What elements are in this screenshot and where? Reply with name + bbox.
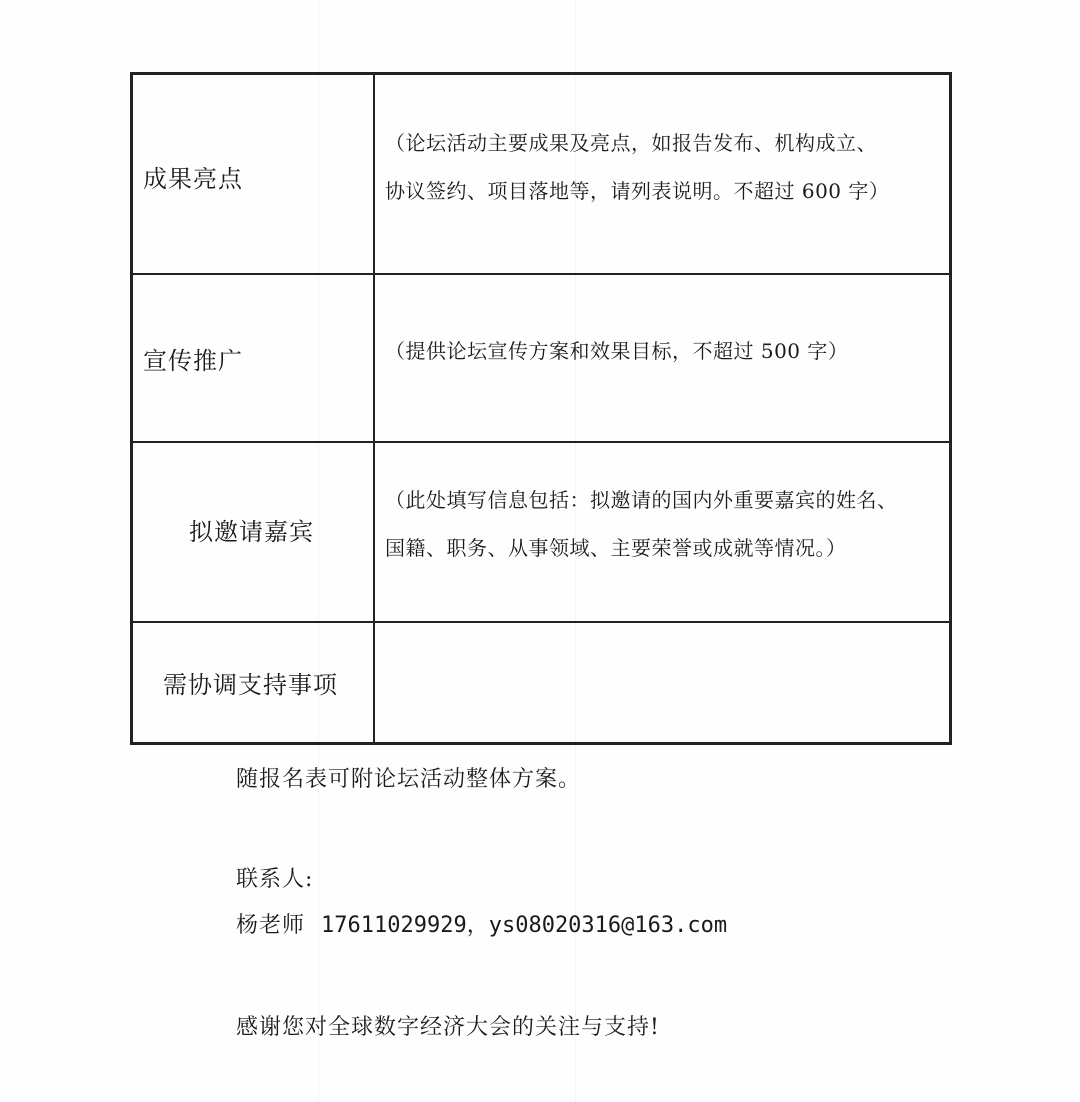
table-row-support [132,622,951,744]
table-row-highlights [132,74,951,274]
content-instruction-line: （论坛活动主要成果及亮点，如报告发布、机构成立、 [385,130,877,155]
application-form-table [130,72,952,745]
content-cell[interactable] [374,622,951,744]
label-cell [132,622,375,744]
contact-line [236,908,727,939]
label-cell [132,74,375,274]
content-instruction-line: 国籍、职务、从事领域、主要荣誉或成就等情况。） [385,535,847,560]
contact-details[interactable]: 17611029929，ys08020316@163.com [321,913,728,938]
thanks-note: 感谢您对全球数字经济大会的关注与支持! [236,1015,660,1040]
table-row-guests [132,442,951,622]
content-instruction-line: 协议签约、项目落地等，请列表说明。不超过 600 字） [385,178,890,203]
label-cell [132,442,375,622]
contact-label: 联系人: [236,867,314,892]
content-cell[interactable] [374,274,951,442]
attachment-note: 随报名表可附论坛活动整体方案。 [236,767,582,792]
label-cell [132,274,375,442]
content-cell[interactable] [374,442,951,622]
row-label: 成果亮点 [143,165,243,194]
row-label: 宣传推广 [143,347,243,375]
row-label: 需协调支持事项 [163,670,338,699]
content-cell[interactable] [374,74,951,274]
table-row-promotion [132,274,951,442]
row-label: 拟邀请嘉宾 [189,518,314,546]
content-instruction-line: （提供论坛宣传方案和效果目标，不超过 500 字） [385,338,849,363]
content-instruction-line: （此处填写信息包括：拟邀请的国内外重要嘉宾的姓名、 [385,487,898,512]
contact-name: 杨老师 [236,913,306,938]
